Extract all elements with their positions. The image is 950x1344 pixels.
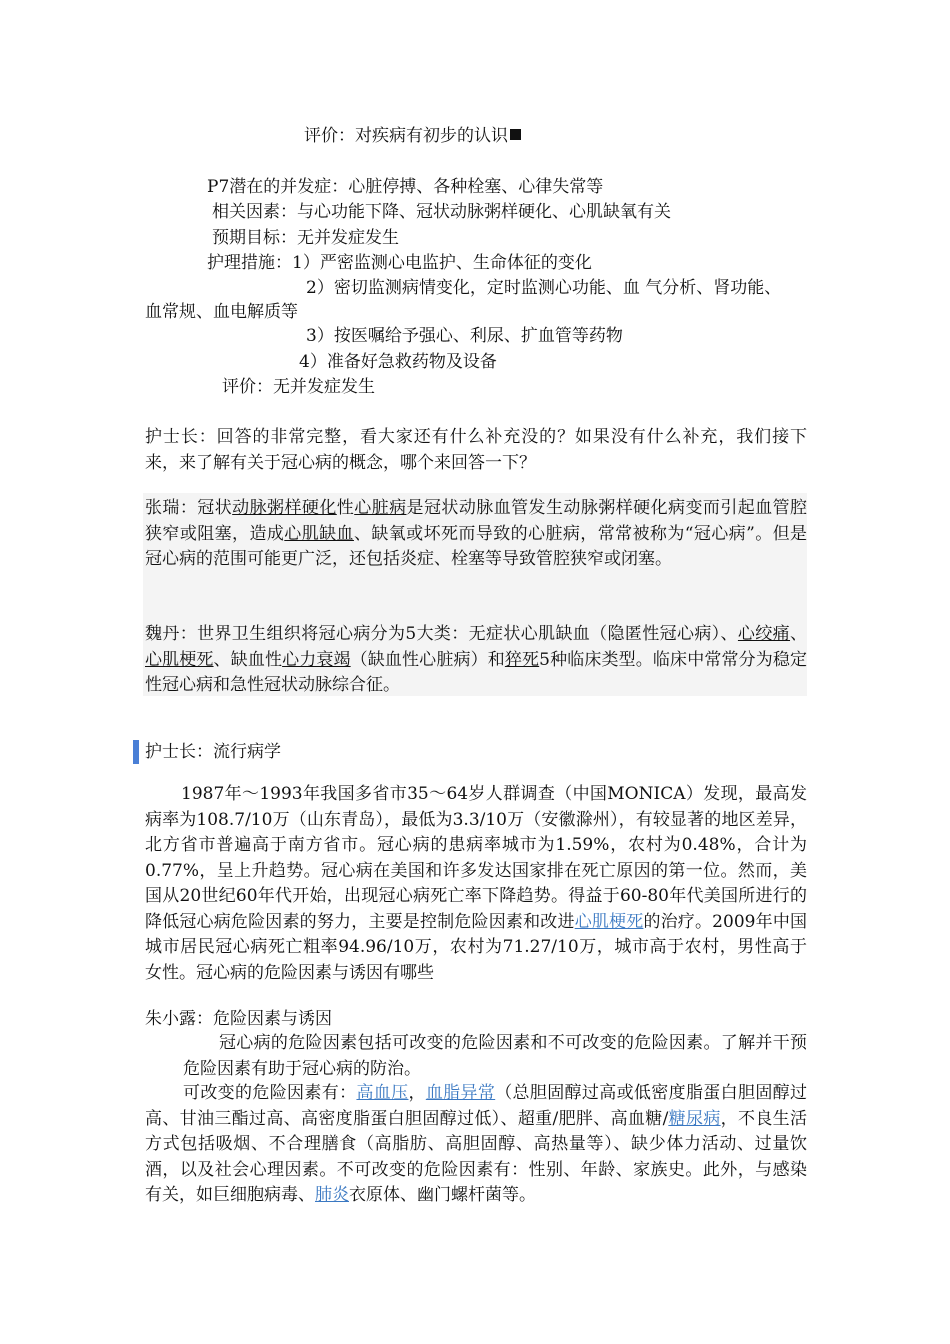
link-heart-failure[interactable]: 心力衰竭 bbox=[282, 649, 351, 670]
link-sudden-death[interactable]: 猝死 bbox=[504, 649, 540, 670]
link-hypertension[interactable]: 高血压 bbox=[356, 1083, 409, 1103]
complication-line: P7潜在的并发症：心脏停搏、各种栓塞、心律失常等 bbox=[207, 177, 604, 197]
link-myocardial-ischemia[interactable]: 心肌缺血 bbox=[284, 523, 354, 544]
link-angina[interactable]: 心绞痛 bbox=[737, 624, 791, 644]
measure-4-line: 4）准备好急救药物及设备 bbox=[299, 352, 497, 372]
zhangrui-answer: 张瑞：冠状动脉粥样硬化性心脏病是冠状动脉血管发生动脉粥样硬化病变而引起血管腔狭窄或阻塞，造成心肌缺血、缺氧或坏死而导致的心脏病，常常被称为“冠心病”。但是冠心病的范围可能更广泛，还包括炎症、栓塞等导致管腔狭窄或闭塞。 bbox=[145, 498, 808, 569]
epidemiology-paragraph: 1987年～1993年我国多省市35～64岁人群调查（中国MONICA）发现，最高发病率为108.7/10万（山东青岛），最低为3.3/10万（安徽滁州），有较显著的地区差异，北方省市普遍高于南方省市。冠心病的患病率城市为1.59%，农村为0.48%，合计为0.77%，呈上升趋势。冠心病在美国和许多发达国家排在死亡原因的第一位。然而，美国从20世纪60年代开始，出现冠心病死亡率下降趋势。得益于60-80年代美国所进行的降低冠心病危险因素的努力，主要是控制危险因素和改进心肌梗死的治疗。2009年中国城市居民冠心病死亡粗率94.96/10万，农村为71.27/10万，城市高于农村，男性高于女性。冠心病的危险因素与诱因有哪些 bbox=[145, 784, 808, 983]
evaluation-line-2: 评价：无并发症发生 bbox=[222, 377, 375, 397]
weidan-answer: 魏丹：世界卫生组织将冠心病分为5大类：无症状心肌缺血（隐匿性冠心病）、心绞痛、心肌梗死、缺血性心力衰竭（缺血性心脏病）和猝死5种临床类型。临床中常常分为稳定性冠心病和急性冠状动脉综合征。 bbox=[145, 624, 808, 695]
link-diabetes[interactable]: 糖尿病 bbox=[668, 1108, 721, 1129]
nursing-measures-line: 护理措施：1）严密监测心电监护、生命体征的变化 bbox=[207, 253, 592, 273]
measure-2-line-a: 2）密切监测病情变化，定时监测心功能、血 气分析、肾功能、 bbox=[306, 278, 782, 298]
head-nurse-question: 护士长：回答的非常完整，看大家还有什么补充没的？如果没有什么补充，我们接下来，来了解有关于冠心病的概念，哪个来回答一下？ bbox=[145, 427, 807, 473]
link-dyslipidemia[interactable]: 血脂异常 bbox=[425, 1083, 496, 1103]
section-marker-bar bbox=[133, 740, 139, 764]
risk-factors-intro: 冠心病的危险因素包括可改变的危险因素和不可改变的危险因素。了解并干预危险因素有助于冠心病的防治。 bbox=[183, 1033, 807, 1079]
epidemiology-heading: 护士长：流行病学 bbox=[145, 742, 281, 762]
risk-factors-heading: 朱小露：危险因素与诱因 bbox=[145, 1009, 332, 1029]
risk-factors-paragraph: 可改变的危险因素有：高血压，血脂异常（总胆固醇过高或低密度脂蛋白胆固醇过高、甘油三酯过高、高密度脂蛋白胆固醇过低）、超重/肥胖、高血糖/糖尿病，不良生活方式包括吸烟、不合理膳食（高脂肪、高胆固醇、高热量等）、缺少体力活动、过量饮酒，以及社会心理因素。不可改变的危险因素有：性别、年龄、家族史。此外，与感染有关，如巨细胞病毒、肺炎衣原体、幽门螺杆菌等。 bbox=[145, 1083, 808, 1205]
link-myocardial-infarction[interactable]: 心肌梗死 bbox=[145, 649, 214, 670]
black-square-icon bbox=[510, 129, 521, 140]
link-heart-disease[interactable]: 心脏病 bbox=[354, 498, 407, 518]
link-atherosclerosis[interactable]: 动脉粥样硬化 bbox=[232, 498, 337, 518]
expected-goal-line: 预期目标：无并发症发生 bbox=[212, 228, 399, 248]
link-pneumonia[interactable]: 肺炎 bbox=[315, 1185, 349, 1205]
measure-3-line: 3）按医嘱给予强心、利尿、扩血管等药物 bbox=[306, 326, 623, 346]
evaluation-line-1: 评价：对疾病有初步的认识 bbox=[304, 124, 521, 148]
measure-2-line-b: 血常规、血电解质等 bbox=[145, 302, 298, 322]
link-myocardial-infarction-2[interactable]: 心肌梗死 bbox=[574, 911, 644, 932]
related-factors-line: 相关因素：与心功能下降、冠状动脉粥样硬化、心肌缺氧有关 bbox=[212, 202, 671, 222]
